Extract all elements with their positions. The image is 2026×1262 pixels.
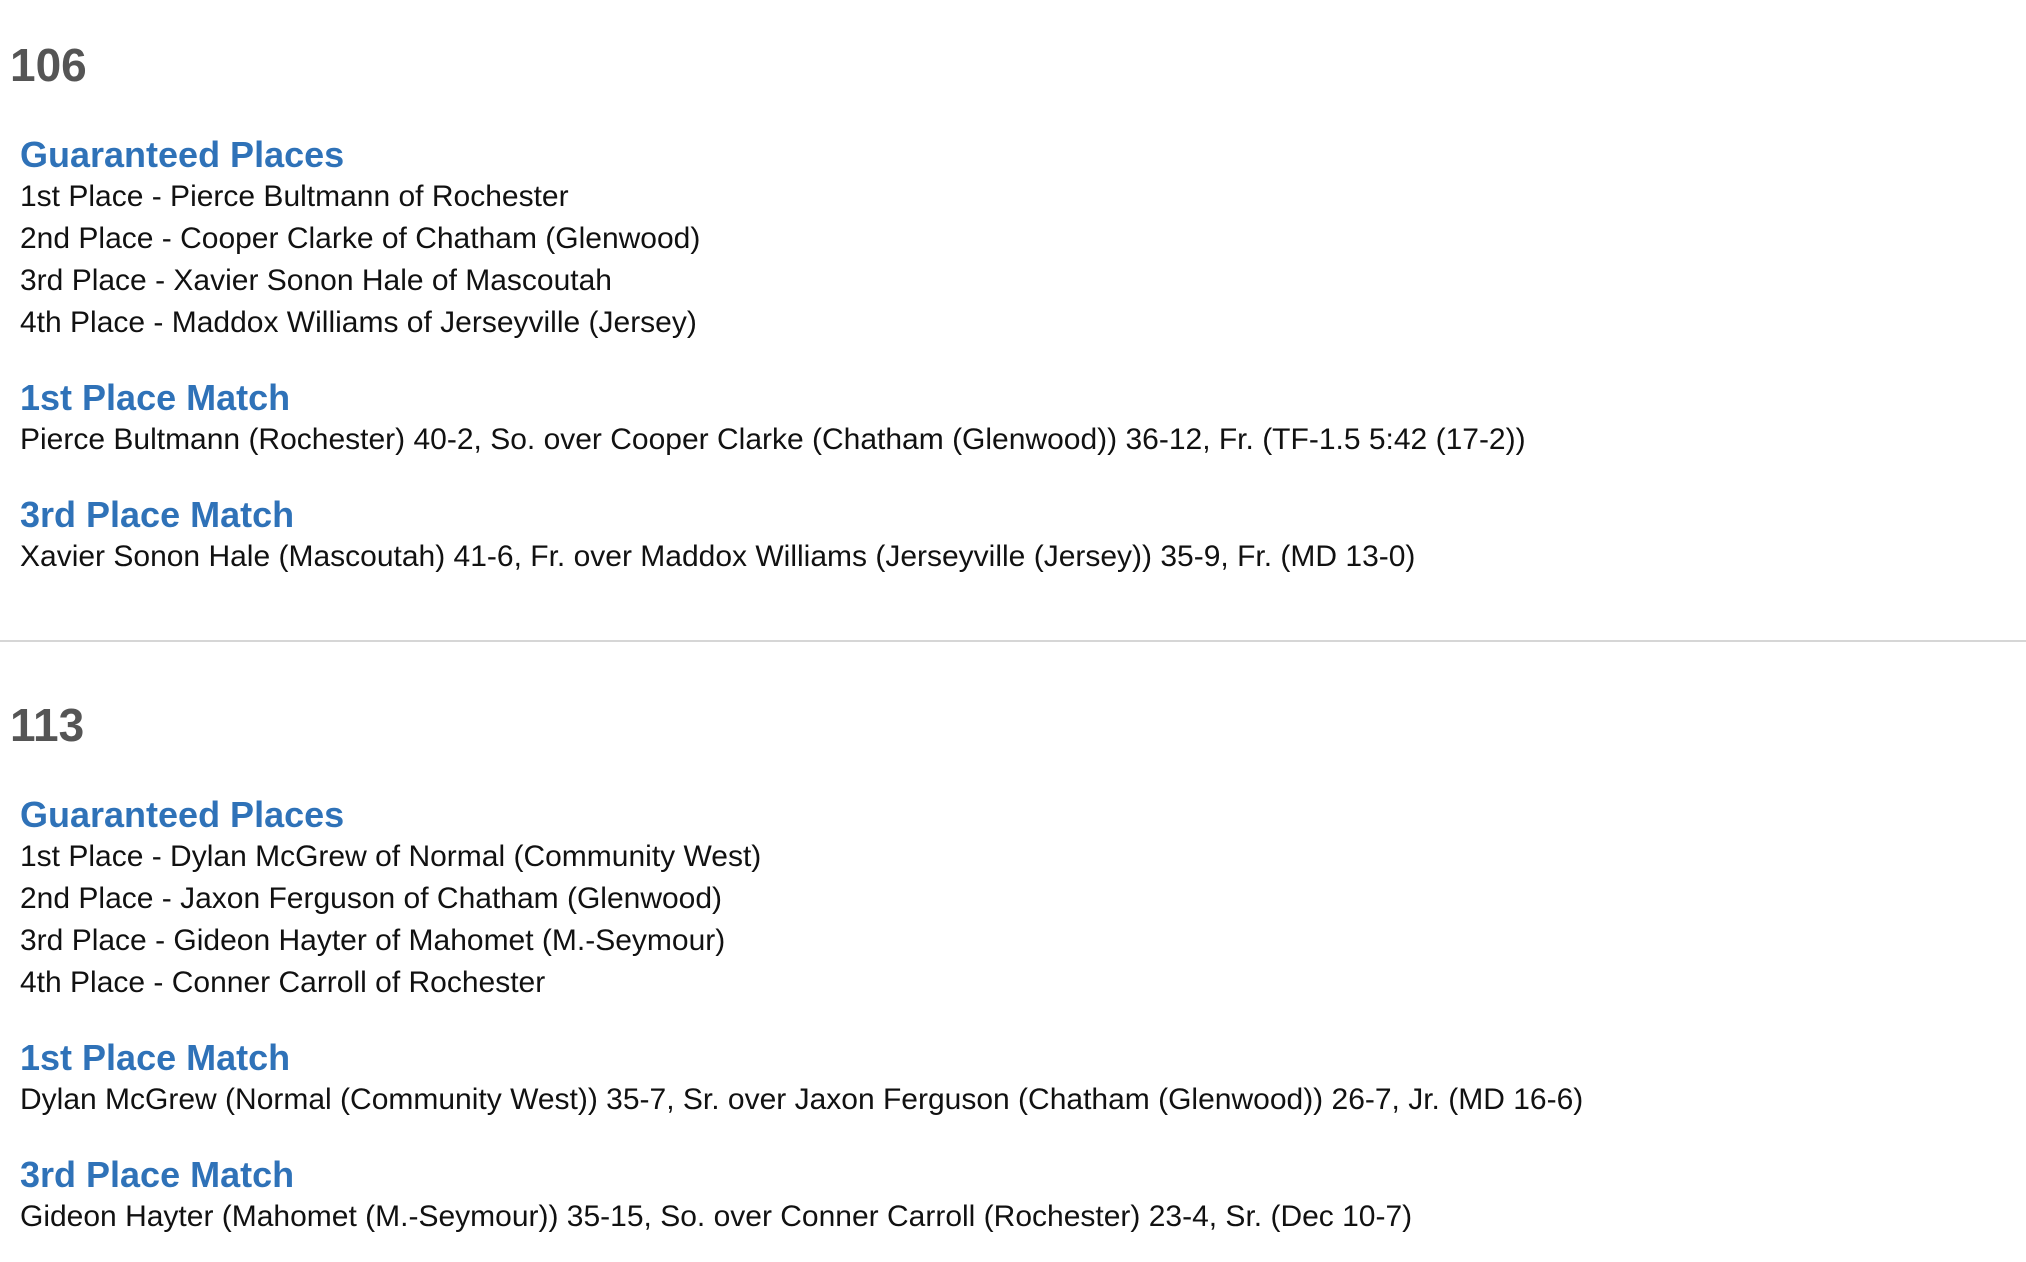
place-line-4th: 4th Place - Conner Carroll of Rochester — [20, 966, 546, 999]
guaranteed-places-heading: Guaranteed Places — [20, 134, 345, 175]
first-place-match-heading: 1st Place Match — [20, 377, 291, 418]
third-place-match-heading: 3rd Place Match — [20, 1154, 295, 1195]
third-place-match-heading: 3rd Place Match — [20, 494, 295, 535]
place-line-2nd: 2nd Place - Cooper Clarke of Chatham (Glenwood) — [20, 222, 701, 255]
third-place-match-result: Gideon Hayter (Mahomet (M.-Seymour)) 35-15, So. over Conner Carroll (Rochester) 23-4, Sr. (Dec 10-7) — [20, 1200, 1413, 1233]
weight-section-113 — [0, 660, 2026, 1262]
third-place-match-result: Xavier Sonon Hale (Mascoutah) 41-6, Fr. over Maddox Williams (Jerseyville (Jersey)) 35-9, Fr. (MD 13-0) — [20, 540, 1416, 573]
place-line-3rd: 3rd Place - Xavier Sonon Hale of Mascoutah — [20, 264, 612, 297]
place-line-1st: 1st Place - Dylan McGrew of Normal (Community West) — [20, 840, 762, 873]
place-line-3rd: 3rd Place - Gideon Hayter of Mahomet (M.-Seymour) — [20, 924, 726, 957]
section-divider — [0, 640, 2026, 642]
place-line-1st: 1st Place - Pierce Bultmann of Rochester — [20, 180, 569, 213]
place-line-2nd: 2nd Place - Jaxon Ferguson of Chatham (Glenwood) — [20, 882, 723, 915]
place-line-4th: 4th Place - Maddox Williams of Jerseyville (Jersey) — [20, 306, 697, 339]
first-place-match-heading: 1st Place Match — [20, 1037, 291, 1078]
first-place-match-result: Pierce Bultmann (Rochester) 40-2, So. over Cooper Clarke (Chatham (Glenwood)) 36-12, Fr. (TF-1.5 5:42 (17-2)) — [20, 423, 1526, 456]
guaranteed-places-heading: Guaranteed Places — [20, 794, 345, 835]
first-place-match-result: Dylan McGrew (Normal (Community West)) 35-7, Sr. over Jaxon Ferguson (Chatham (Glenwood)) 26-7, Jr. (MD 16-6) — [20, 1083, 1584, 1116]
weight-title: 106 — [10, 39, 87, 91]
weight-title: 113 — [10, 699, 85, 751]
